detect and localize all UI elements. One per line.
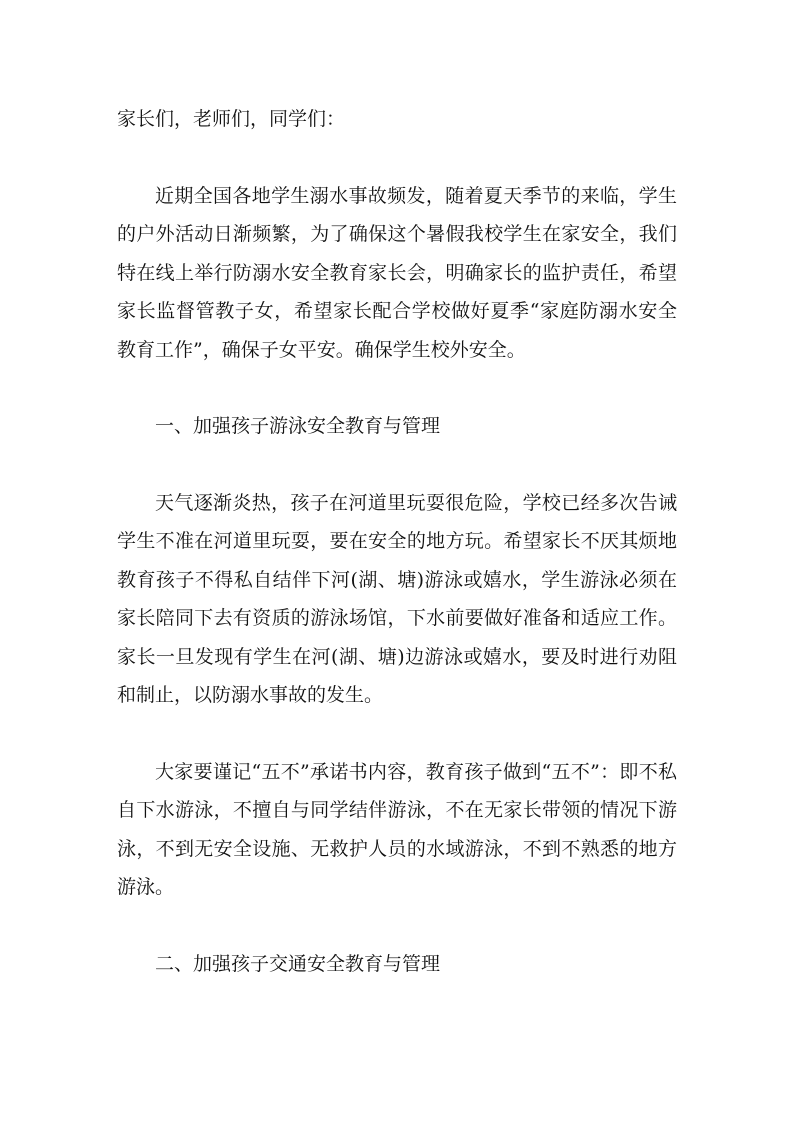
intro-paragraph: 近期全国各地学生溺水事故频发，随着夏天季节的来临，学生的户外活动日渐频繁，为了确保这个暑假我校学生在家安全，我们特在线上举行防溺水安全教育家长会，明确家长的监护责任，希望家长监督管教子女，希望家长配合学校做好夏季“家庭防溺水安全教育工作”，确保子女平安。确保学生校外安全。 bbox=[117, 184, 677, 361]
salutation: 家长们，老师们，同学们： bbox=[117, 108, 346, 130]
document-body bbox=[117, 100, 677, 1021]
five-nots-paragraph: 大家要谨记“五不”承诺书内容，教育孩子做到“五不”：即不私自下水游泳，不擅自与同学结伴游泳，不在无家长带领的情况下游泳，不到无安全设施、无救护人员的水域游泳，不到不熟悉的地方游泳。 bbox=[117, 760, 677, 898]
section-heading-swimming: 一、加强孩子游泳安全教育与管理 bbox=[155, 415, 441, 437]
swimming-paragraph: 天气逐渐炎热，孩子在河道里玩耍很危险，学校已经多次告诫学生不准在河道里玩耍，要在安全的地方玩。希望家长不厌其烦地教育孩子不得私自结伴下河(湖、塘)游泳或嬉水，学生游泳必须在家长陪同下去有资质的游泳场馆，下水前要做好准备和适应工作。家长一旦发现有学生在河(湖、塘)边游泳或嬉水，要及时进行劝阻和制止，以防溺水事故的发生。 bbox=[117, 491, 677, 706]
section-heading-traffic: 二、加强孩子交通安全教育与管理 bbox=[155, 952, 441, 975]
